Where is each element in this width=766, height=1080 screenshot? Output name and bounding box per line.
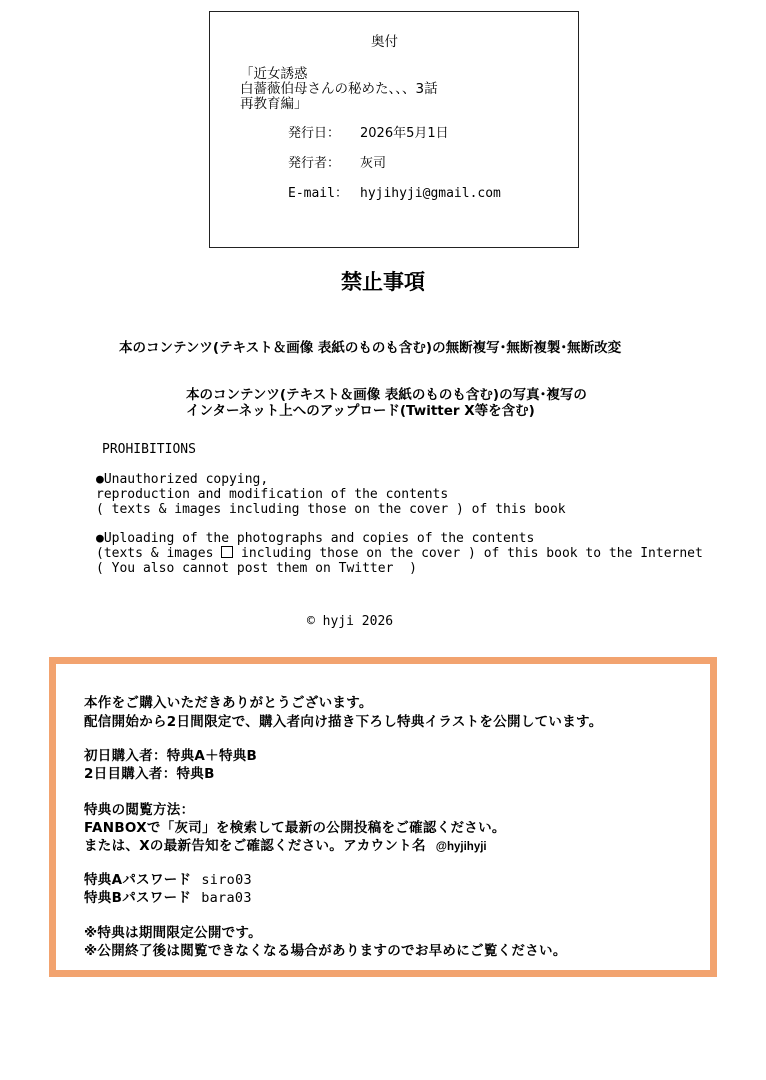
purchase-bonus-box	[49, 657, 717, 977]
bonus-howto-line-2-text: または、Xの最新告知をご確認ください。アカウント名	[84, 838, 426, 854]
publisher-label: 発行者：	[288, 156, 341, 171]
x-account-handle: @hyjihyji	[435, 841, 487, 853]
copyright: © hyji 2026	[307, 614, 394, 629]
title-line-3: 再教育編」	[240, 96, 308, 112]
email-label: E-mail：	[288, 186, 348, 201]
colophon-box	[209, 11, 579, 248]
issue-date-row	[288, 122, 449, 141]
bonus-day1: 初日購入者：特典A＋特典B	[84, 748, 258, 764]
book-title	[240, 67, 438, 112]
publisher-row	[288, 152, 386, 171]
prohibition-jp-item-1: 本のコンテンツ(テキスト＆画像 表紙のものも含む)の無断複写･無断複製･無断改変	[119, 340, 622, 356]
bonus-howto-line-2	[84, 834, 487, 854]
bonus-thanks: 本作をご購入いただきありがとうございます。	[84, 695, 373, 711]
prohibition-en-item-1-line-3: ( texts & images including those on the cover ) of this book	[96, 502, 566, 517]
bonus-announce: 配信開始から2日間限定で、購入者向け描き下ろし特典イラストを公開しています。	[84, 714, 603, 730]
issue-date-label: 発行日：	[288, 126, 341, 141]
bonus-note-1: ※特典は期間限定公開です。	[84, 925, 262, 941]
bonus-howto-line-1: FANBOXで「灰司」を検索して最新の公開投稿をご確認ください。	[84, 820, 506, 836]
prohibition-en-item-1-line-2: reproduction and modification of the contents	[96, 487, 449, 502]
prohibition-en-item-2-line-2	[96, 546, 703, 561]
prohibition-en-item-2-line-1: ●Uploading of the photographs and copies of the contents	[96, 531, 535, 546]
title-line-1: 「近女誘惑	[240, 66, 308, 82]
title-line-2: 白薔薇伯母さんの秘めた、、、3話	[240, 81, 438, 97]
prohibition-en-item-2-line-3: ( You also cannot post them on Twitter )	[96, 561, 417, 576]
prohibition-en-item-2-line-2b: including those on the cover ) of this book to the Internet	[233, 546, 703, 561]
prohibition-jp-item-2-line-1: 本のコンテンツ(テキスト＆画像 表紙のものも含む)の写真･複写の	[186, 387, 587, 403]
email-row	[288, 182, 501, 201]
issue-date-value: 2026年5月1日	[360, 126, 449, 141]
publisher-value: 灰司	[360, 156, 387, 171]
prohibition-en-item-2-line-2a: (texts & images	[96, 546, 222, 561]
prohibitions-heading-jp: 禁止事項	[341, 270, 425, 294]
email-value: hyjihyji@gmail.com	[360, 186, 501, 201]
password-b-value: bara03	[201, 890, 252, 906]
prohibitions-heading-en: PROHIBITIONS	[102, 442, 196, 457]
bonus-note-2: ※公開終了後は閲覧できなくなる場合がありますのでお早めにご覧ください。	[84, 943, 567, 959]
password-a-value: siro03	[201, 872, 252, 888]
password-b-label: 特典Bパスワード	[84, 890, 192, 906]
bonus-day2: 2日目購入者：特典B	[84, 766, 215, 782]
bonus-howto-label: 特典の閲覧方法：	[84, 802, 195, 818]
bonus-password-b	[84, 886, 252, 906]
prohibition-jp-item-2-line-2: インターネット上へのアップロード(Twitter X等を含む)	[186, 403, 535, 419]
colophon-header: 奥付	[371, 34, 398, 50]
password-a-label: 特典Aパスワード	[84, 872, 192, 888]
prohibition-en-item-1-line-1: ●Unauthorized copying,	[96, 472, 269, 487]
empty-box-icon	[221, 546, 233, 558]
bonus-password-a	[84, 868, 252, 888]
